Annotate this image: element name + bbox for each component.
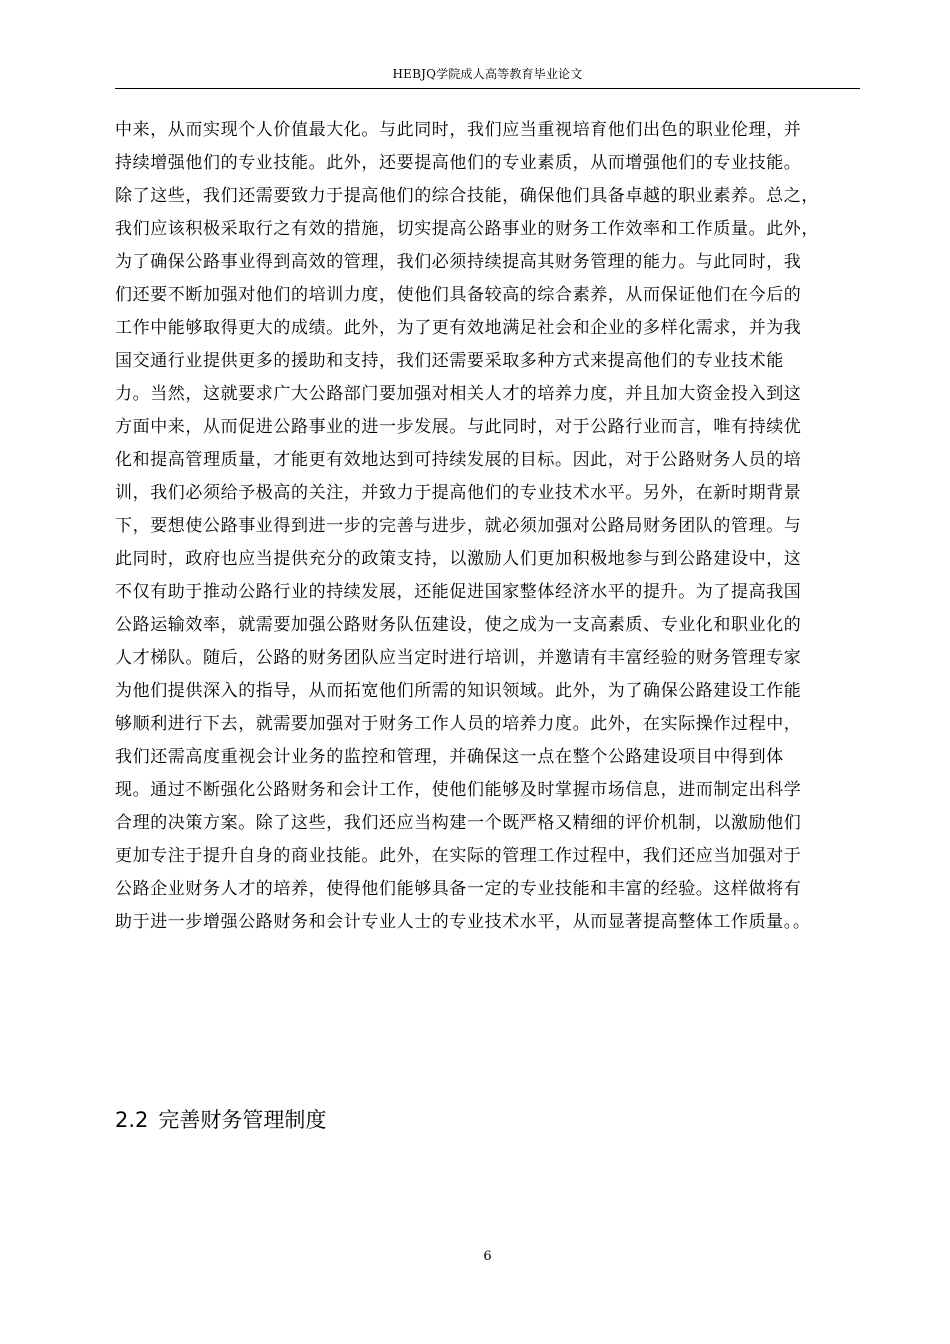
text-line: 更加专注于提升自身的商业技能。此外，在实际的管理工作过程中，我们还应当加强对于 [115, 846, 802, 866]
text-line: 不仅有助于推动公路行业的持续发展，还能促进国家整体经济水平的提升。为了提高我国 [115, 582, 802, 602]
section-number: 2.2 [115, 1108, 149, 1132]
text-line: 为他们提供深入的指导，从而拓宽他们所需的知识领域。此外，为了确保公路建设工作能 [115, 681, 802, 701]
text-line: 为了确保公路事业得到高效的管理，我们必须持续提高其财务管理的能力。与此同时，我 [115, 252, 802, 272]
text-line: 公路运输效率，就需要加强公路财务队伍建设，使之成为一支高素质、专业化和职业化的 [115, 615, 802, 635]
text-line: 们还要不断加强对他们的培训力度，使他们具备较高的综合素养，从而保证他们在今后的 [115, 285, 802, 305]
text-line: 我们还需高度重视会计业务的监控和管理，并确保这一点在整个公路建设项目中得到体 [115, 747, 784, 767]
running-header: HEBJQ学院成人高等教育毕业论文 [392, 67, 583, 81]
text-line: 工作中能够取得更大的成绩。此外，为了更有效地满足社会和企业的多样化需求，并为我 [115, 318, 802, 338]
text-line: 公路企业财务人才的培养，使得他们能够具备一定的专业技能和丰富的经验。这样做将有 [115, 879, 802, 899]
text-line: 合理的决策方案。除了这些，我们还应当构建一个既严格又精细的评价机制，以激励他们 [115, 813, 802, 833]
text-line: 人才梯队。随后，公路的财务团队应当定时进行培训，并邀请有丰富经验的财务管理专家 [115, 648, 802, 668]
page-number: 6 [483, 1249, 492, 1264]
text-line: 现。通过不断强化公路财务和会计工作，使他们能够及时掌握市场信息，进而制定出科学 [115, 780, 802, 800]
text-line: 我们应该积极采取行之有效的措施，切实提高公路事业的财务工作效率和工作质量。此外， [115, 219, 819, 239]
text-line: 助于进一步增强公路财务和会计专业人士的专业技术水平，从而显著提高整体工作质量。。 [115, 912, 811, 932]
header-rule [115, 88, 860, 89]
text-line: 够顺利进行下去，就需要加强对于财务工作人员的培养力度。此外，在实际操作过程中， [115, 714, 802, 734]
text-line: 除了这些，我们还需要致力于提高他们的综合技能，确保他们具备卓越的职业素养。总之， [115, 186, 819, 206]
text-line: 训，我们必须给予极高的关注，并致力于提高他们的专业技术水平。另外，在新时期背景 [115, 483, 802, 503]
text-line: 化和提高管理质量，才能更有效地达到可持续发展的目标。因此，对于公路财务人员的培 [115, 450, 802, 470]
text-line: 方面中来，从而促进公路事业的进一步发展。与此同时，对于公路行业而言，唯有持续优 [115, 417, 802, 437]
text-line: 下，要想使公路事业得到进一步的完善与进步，就必须加强对公路局财务团队的管理。与 [115, 516, 802, 536]
section-heading [115, 1100, 326, 1140]
text-line: 中来，从而实现个人价值最大化。与此同时，我们应当重视培育他们出色的职业伦理，并 [115, 120, 802, 140]
text-line: 此同时，政府也应当提供充分的政策支持，以激励人们更加积极地参与到公路建设中，这 [115, 549, 802, 569]
text-line: 力。当然，这就要求广大公路部门要加强对相关人才的培养力度，并且加大资金投入到这 [115, 384, 802, 404]
text-line: 持续增强他们的专业技能。此外，还要提高他们的专业素质，从而增强他们的专业技能。 [115, 153, 802, 173]
text-line: 国交通行业提供更多的援助和支持，我们还需要采取多种方式来提高他们的专业技术能 [115, 351, 784, 371]
body-paragraph [115, 114, 860, 939]
section-title: 完善财务管理制度 [158, 1108, 327, 1132]
